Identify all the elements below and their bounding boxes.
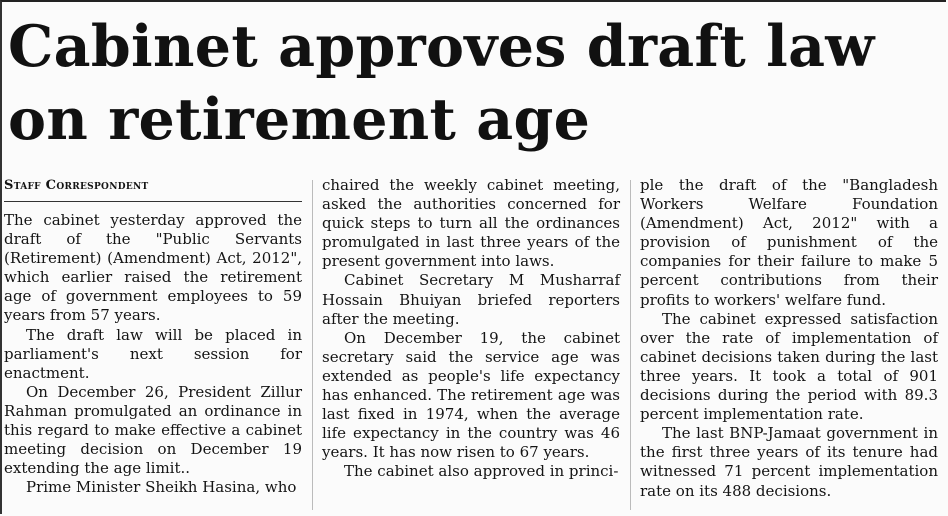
article-column-3	[640, 176, 938, 501]
headline	[8, 10, 928, 156]
headline-line-1: Cabinet approves draft law	[8, 13, 875, 80]
paragraph: On December 19, the cabinet secretary said the service age was extended as people's life expectancy has enhanced. The retirement age was last fixed in 1974, when the average life expectancy in the country was 46 years. It has now risen to 67 years.	[322, 328, 620, 462]
article-column-1	[4, 176, 302, 497]
paragraph: On December 26, President Zillur Rahman promulgated an ordinance in this regard to make effective a cabinet meeting decision on December 19 extending the age limit..	[4, 382, 302, 478]
paragraph: The cabinet also approved in princi-	[344, 462, 619, 481]
paragraph: Cabinet Secretary M Musharraf Hossain Bhuiyan briefed reporters after the meeting.	[322, 271, 620, 328]
article-column-2	[322, 176, 620, 482]
column-divider	[312, 180, 313, 510]
paragraph: Prime Minister Sheikh Hasina, who	[26, 478, 297, 497]
paragraph: ple the draft of the "Bangladesh Workers Welfare Foundation (Amendment) Act, 2012" with a provision of punishment of the companies for their failure to make 5 percent contributions from their profits to workers' welfare fund.	[640, 176, 938, 309]
headline-line-2: on retirement age	[8, 86, 591, 153]
paragraph: The cabinet expressed satisfaction over the rate of implementation of cabinet decisions taken during the last three years. It took a total of 901 decisions during the period with 89.3 percent implementation rate.	[640, 309, 938, 424]
paragraph: The last BNP-Jamaat government in the first three years of its tenure had witnessed 71 percent implementation rate on its 488 decisions.	[640, 424, 938, 500]
column-divider	[630, 180, 631, 510]
byline: Staff Correspondent	[4, 176, 302, 202]
paragraph: chaired the weekly cabinet meeting, asked the authorities concerned for quick steps to turn all the ordinances promulgated in last three years of the present government into laws.	[322, 176, 620, 271]
paragraph: The cabinet yesterday approved the draft of the "Public Servants (Retirement) (Amendment) Act, 2012", which earlier raised the retirement age of government employees to 59 years from 57 years.	[4, 211, 302, 325]
paragraph: The draft law will be placed in parliament's next session for enactment.	[4, 325, 302, 382]
